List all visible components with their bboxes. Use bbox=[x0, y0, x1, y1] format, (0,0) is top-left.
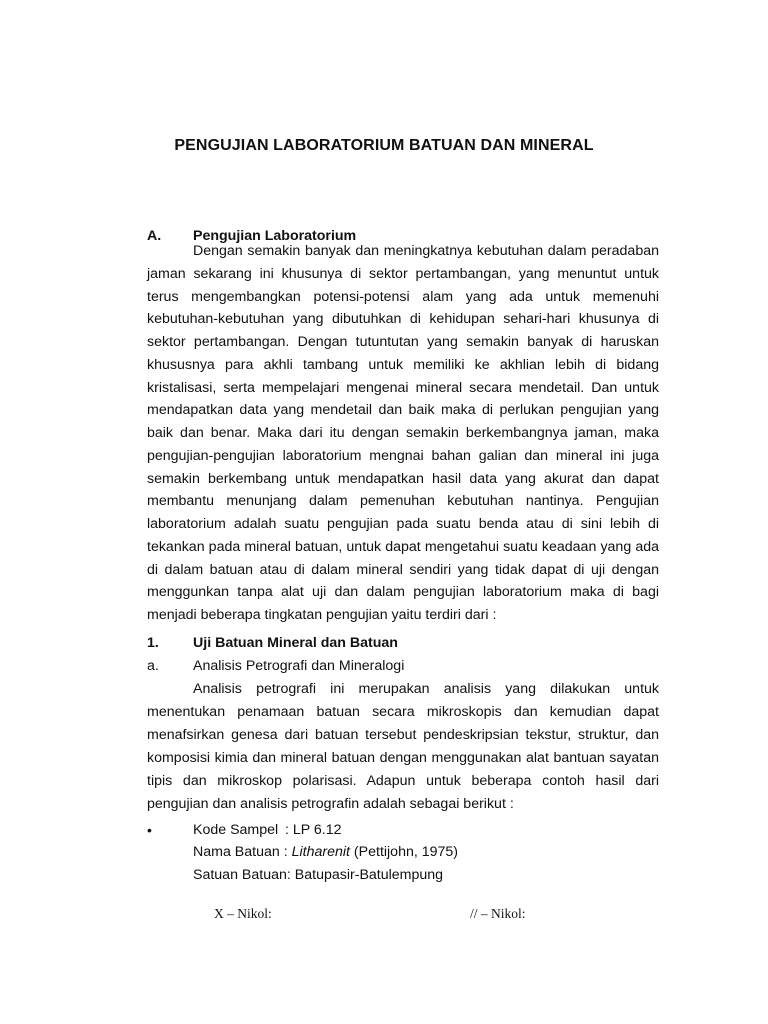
paragraph-line: pengujian-pengujian laboratorium mengnai bahan galian dan mineral ini juga bbox=[147, 447, 659, 464]
sample-code-label: Kode Sampel bbox=[193, 822, 279, 838]
paragraph-line: kristalisasi, serta mempelajari mengenai mineral secara mendetail. Dan untuk bbox=[147, 379, 659, 396]
paragraph-line: sektor pertambangan. Dengan tutuntutan yang semakin banyak di haruskan bbox=[147, 334, 659, 350]
paragraph-line: Analisis petrografi ini merupakan analisis yang dilakukan untuk bbox=[193, 681, 659, 697]
sample-rock-name-italic: Litharenit bbox=[291, 844, 350, 860]
paragraph-line: komposisi kimia dan mineral batuan dengan menggunakan alat bantuan sayatan bbox=[147, 750, 659, 766]
bullet-icon: • bbox=[147, 822, 152, 838]
paragraph-line: di dalam batuan atau di dalam mineral sendiri yang tidak dapat di uji dengan bbox=[147, 561, 659, 578]
sample-rock-unit-label: Satuan Batuan: bbox=[193, 867, 291, 883]
paragraph-line: tipis dan mikroskop polarisasi. Adapun untuk beberapa contoh hasil dari bbox=[147, 773, 659, 789]
section-a-number: A. bbox=[147, 228, 162, 244]
sample-rock-name-label: Nama Batuan : bbox=[193, 844, 288, 860]
caption-parallel-nicol: // – Nikol: bbox=[470, 906, 526, 921]
paragraph-line: laboratorium adalah suatu pengujian pada suatu benda atau di sini lebih di bbox=[147, 516, 659, 532]
subsection-a-number: a. bbox=[147, 658, 159, 674]
paragraph-line: baik dan benar. Maka dari itu dengan semakin berkembangnya jaman, maka bbox=[147, 425, 659, 441]
paragraph-line: menentukan penamaan batuan secara mikroskopis dan kemudian dapat bbox=[147, 704, 659, 720]
paragraph-line: jaman sekarang ini khusunya di sektor pertambangan, yang menuntut untuk bbox=[147, 265, 659, 282]
section-a-heading: Pengujian Laboratorium bbox=[193, 228, 357, 244]
subsection-a-heading: Analisis Petrografi dan Mineralogi bbox=[193, 658, 405, 674]
paragraph-line: pengujian dan analisis petrografin adalah sebagai berikut : bbox=[147, 796, 514, 812]
sample-code-value: : LP 6.12 bbox=[284, 822, 342, 838]
paragraph-line: tekankan pada mineral batuan, untuk dapat mengetahui suatu keadaan yang ada bbox=[147, 538, 659, 555]
paragraph-line: Dengan semakin banyak dan meningkatnya kebutuhan dalam peradaban bbox=[193, 243, 659, 259]
paragraph-line: kebutuhan-kebutuhan yang dibutuhkan di kehidupan sehari-hari khusunya di bbox=[147, 311, 659, 328]
paragraph-line: menafsirkan genesa dari batuan tersebut pendeskripsian tekstur, struktur, dan bbox=[147, 727, 659, 743]
subsection-1-heading: Uji Batuan Mineral dan Batuan bbox=[193, 635, 398, 651]
sample-rock-unit-row bbox=[193, 866, 443, 884]
paragraph-line: terus mengembangkan potensi-potensi alam yang ada untuk memenuhi bbox=[147, 288, 659, 305]
paragraph-line: menggunkan tanpa alat uji dan dalam pengujian laboratorium maka di bagi bbox=[147, 584, 659, 601]
paragraph-line: membantu menunjang dalam pemenuhan kebutuhan nantinya. Pengujian bbox=[147, 493, 659, 510]
paragraph-line: khususnya para akhli tambang untuk memiliki ke akhlian lebih di bidang bbox=[147, 356, 659, 373]
caption-cross-nicol: X – Nikol: bbox=[214, 906, 272, 921]
document-title: PENGUJIAN LABORATORIUM BATUAN DAN MINERAL bbox=[174, 137, 594, 154]
sample-rock-name-row bbox=[193, 843, 458, 861]
subsection-1-number: 1. bbox=[147, 635, 159, 651]
paragraph-line: menjadi beberapa tingkatan pengujian yaitu terdiri dari : bbox=[147, 607, 497, 623]
paragraph-line: semakin berkembang untuk mendapatkan hasil data yang akurat dan dapat bbox=[147, 470, 659, 487]
sample-code-row bbox=[193, 821, 342, 839]
paragraph-line: mendapatkan data yang mendetail dan baik maka di perlukan pengujian yang bbox=[147, 402, 659, 419]
sample-rock-name-rest: (Pettijohn, 1975) bbox=[353, 844, 459, 860]
sample-rock-unit-value: Batupasir-Batulempung bbox=[294, 867, 444, 883]
